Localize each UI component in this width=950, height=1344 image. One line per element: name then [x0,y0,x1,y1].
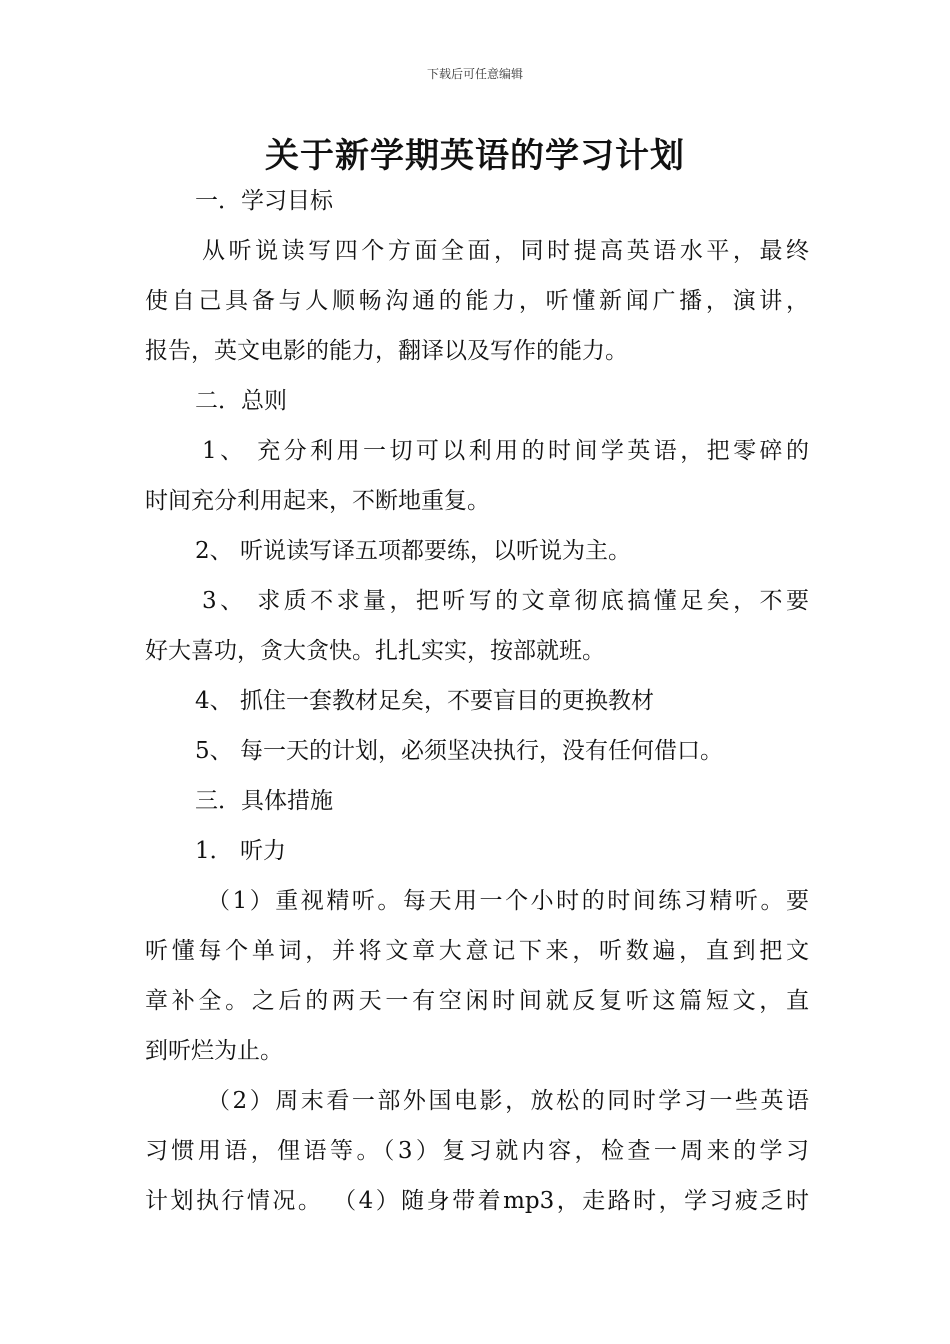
paragraph-line: 章补全。之后的两天一有空闲时间就反复听这篇短文，直 [145,988,809,1014]
list-item-line: 4、 抓住一套教材足矣，不要盲目的更换教材 [195,688,654,714]
paragraph-line: 习惯用语，俚语等。（3）复习就内容，检查一周来的学习 [145,1138,809,1164]
list-item-line: 2、 听说读写译五项都要练，以听说为主。 [195,538,631,564]
subsection-heading-listening: 1． 听力 [195,838,286,864]
list-item-line: 5、 每一天的计划，必须坚决执行，没有任何借口。 [195,738,723,764]
paragraph-line: 报告，英文电影的能力，翻译以及写作的能力。 [145,338,628,364]
page-header: 下载后可任意编辑 [426,67,523,81]
list-item-line: 时间充分利用起来，不断地重复。 [145,488,490,514]
paragraph-line: 计划执行情况。 （4）随身带着mp3，走路时，学习疲乏时 [145,1188,809,1214]
list-item-line: 好大喜功，贪大贪快。扎扎实实，按部就班。 [145,638,605,664]
document-title: 关于新学期英语的学习计划 [265,136,685,176]
section-heading-goals: 一．学习目标 [195,188,333,214]
paragraph-line: 到听烂为止。 [145,1038,283,1064]
list-item-line: 3、 求质不求量，把听写的文章彻底搞懂足矣，不要 [202,588,809,614]
section-heading-principles: 二．总则 [195,388,287,414]
list-item-line: 1、 充分利用一切可以利用的时间学英语，把零碎的 [202,438,809,464]
paragraph-line: 使自己具备与人顺畅沟通的能力，听懂新闻广播，演讲， [145,288,809,314]
paragraph-line: 听懂每个单词，并将文章大意记下来，听数遍，直到把文 [145,938,809,964]
section-heading-measures: 三．具体措施 [195,788,333,814]
paragraph-line: （1）重视精听。每天用一个小时的时间练习精听。要 [207,888,809,914]
paragraph-line: 从听说读写四个方面全面，同时提高英语水平，最终 [202,238,809,264]
document-body [145,176,809,1226]
paragraph-line: （2）周末看一部外国电影，放松的同时学习一些英语 [207,1088,809,1114]
